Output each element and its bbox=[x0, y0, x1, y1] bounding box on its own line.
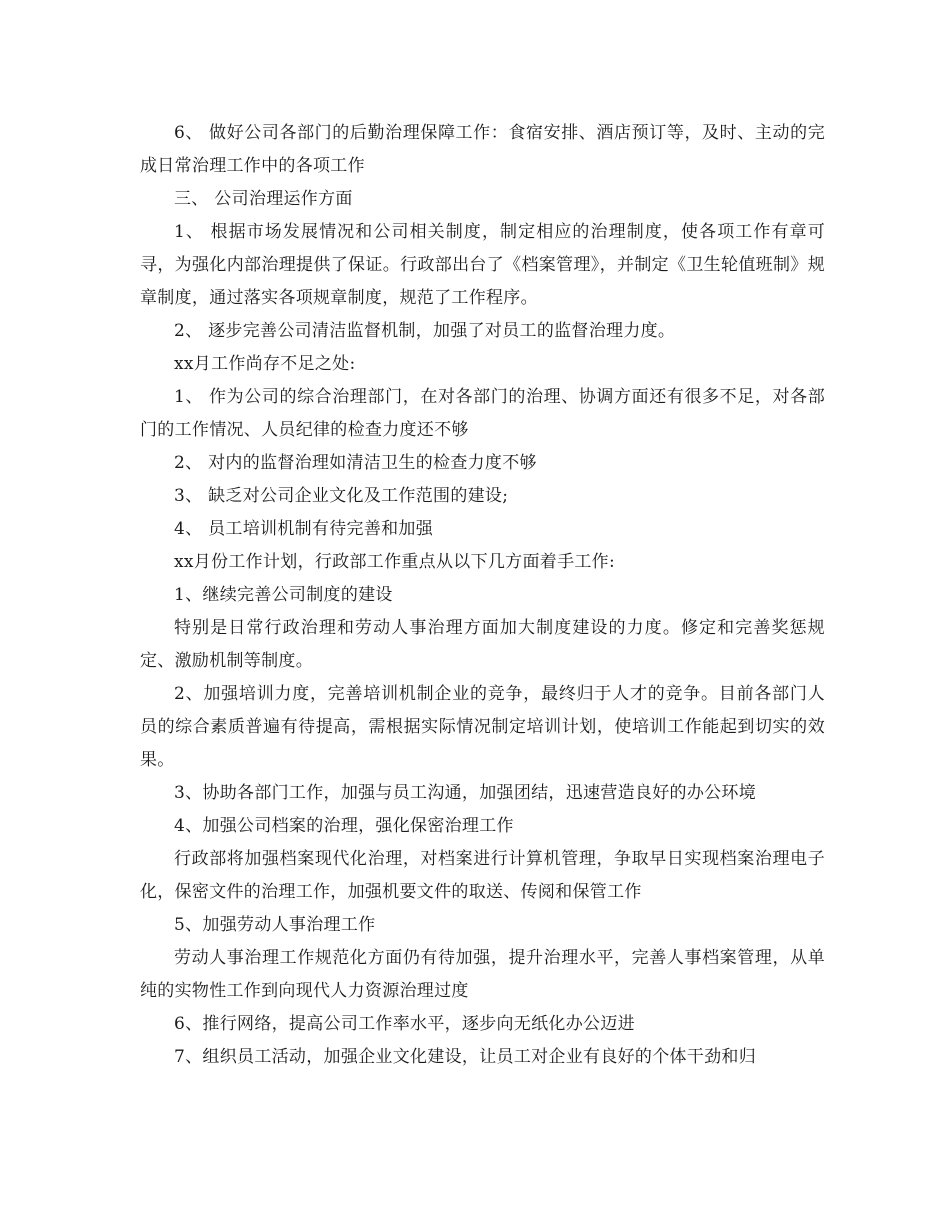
section-heading: xx月份工作计划，行政部工作重点从以下几方面着手工作: bbox=[174, 552, 616, 572]
paragraph: 3、 缺乏对公司企业文化及工作范围的建设; bbox=[174, 486, 509, 506]
paragraph: 7、组织员工活动，加强企业文化建设，让员工对企业有良好的个体干劲和归 bbox=[174, 1047, 757, 1067]
paragraph: 1、 根据市场发展情况和公司相关制度，制定相应的治理制度，使各项工作有章可寻，为强化内部治理提供了保证。行政部出台了《档案管理》，并制定《卫生轮值班制》规章制度，通过落实各项规章制度，规范了工作程序。 bbox=[140, 222, 825, 308]
list-item-heading: 5、加强劳动人事治理工作 bbox=[174, 915, 376, 935]
paragraph: 3、协助各部门工作，加强与员工沟通，加强团结，迅速营造良好的办公环境 bbox=[174, 783, 757, 803]
list-item-heading: 1、继续完善公司制度的建设 bbox=[174, 585, 393, 605]
paragraph: 2、加强培训力度，完善培训机制企业的竞争，最终归于人才的竞争。目前各部门人员的综合素质普遍有待提高，需根据实际情况制定培训计划，使培训工作能起到切实的效果。 bbox=[140, 684, 825, 770]
paragraph: 6、 做好公司各部门的后勤治理保障工作：食宿安排、酒店预订等，及时、主动的完成日常治理工作中的各项工作 bbox=[140, 123, 825, 176]
document-body bbox=[140, 117, 825, 1074]
paragraph: 4、 员工培训机制有待完善和加强 bbox=[174, 519, 434, 539]
paragraph: 特别是日常行政治理和劳动人事治理方面加大制度建设的力度。修定和完善奖惩规定、激励机制等制度。 bbox=[140, 618, 825, 671]
paragraph: 1、 作为公司的综合治理部门，在对各部门的治理、协调方面还有很多不足，对各部门的工作情况、人员纪律的检查力度还不够 bbox=[140, 387, 825, 440]
paragraph: 6、推行网络，提高公司工作率水平，逐步向无纸化办公迈进 bbox=[174, 1014, 635, 1034]
paragraph: 行政部将加强档案现代化治理，对档案进行计算机管理，争取早日实现档案治理电子化，保密文件的治理工作，加强机要文件的取送、传阅和保管工作 bbox=[140, 849, 825, 902]
paragraph: 劳动人事治理工作规范化方面仍有待加强，提升治理水平，完善人事档案管理，从单纯的实物性工作到向现代人力资源治理过度 bbox=[140, 948, 825, 1001]
section-heading: xx月工作尚存不足之处: bbox=[174, 354, 356, 374]
section-heading: 三、 公司治理运作方面 bbox=[174, 189, 353, 209]
list-item-heading: 4、加强公司档案的治理，强化保密治理工作 bbox=[174, 816, 514, 836]
paragraph: 2、 对内的监督治理如清洁卫生的检查力度不够 bbox=[174, 453, 537, 473]
paragraph: 2、 逐步完善公司清洁监督机制，加强了对员工的监督治理力度。 bbox=[174, 321, 676, 341]
